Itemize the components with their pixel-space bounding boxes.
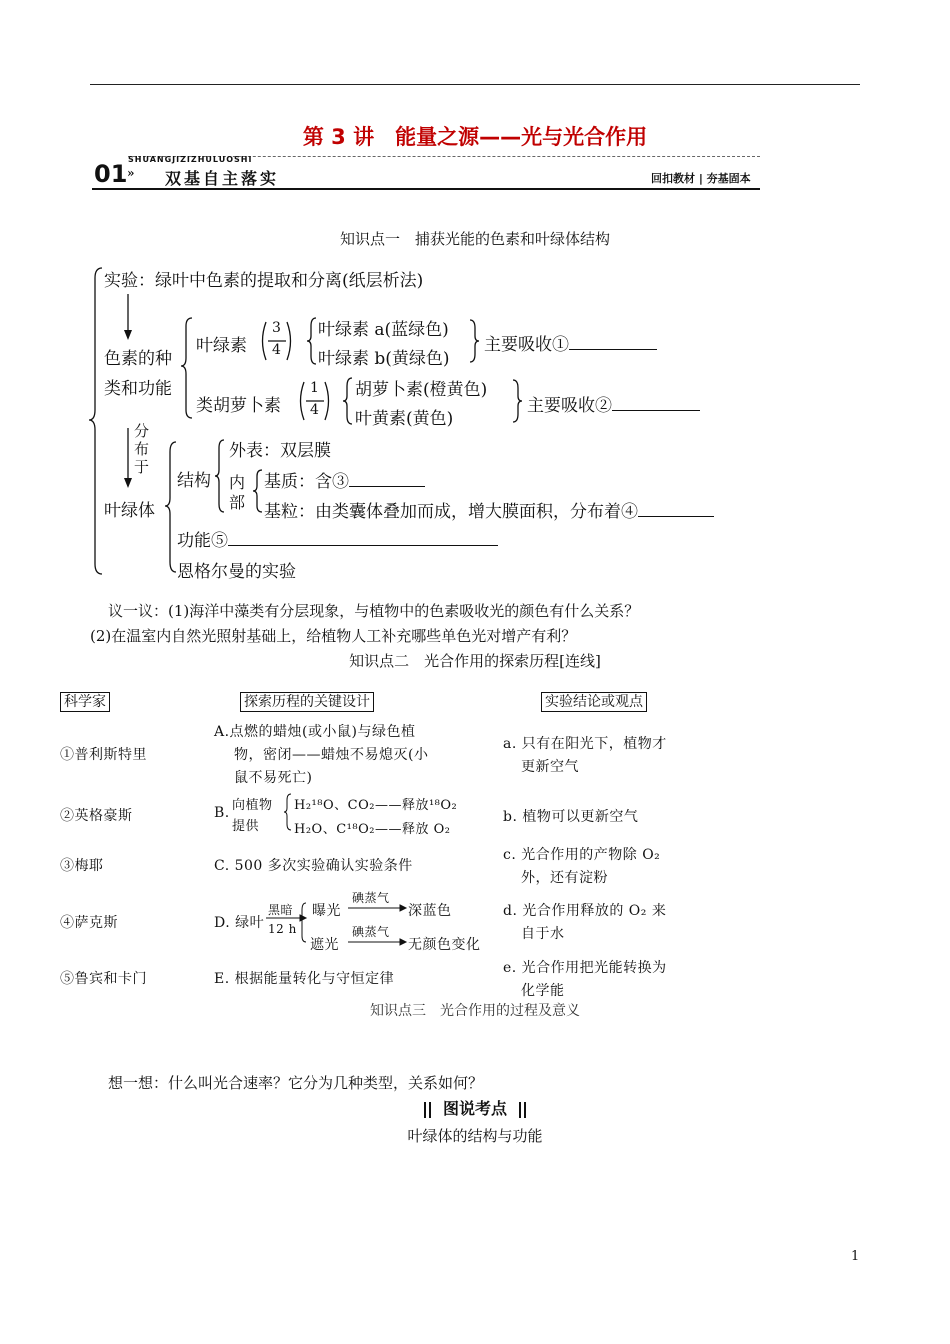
chlorophyll-b: 叶绿素 b(黄绿色) [318,349,450,369]
design-d-iodine-2: 碘蒸气 [352,925,390,939]
distributed-char-3: 于 [134,458,150,476]
header-design: 探索历程的关键设计 [240,692,374,712]
experiment-label: 实验：绿叶中色素的提取和分离(纸层析法) [104,271,424,291]
design-b-provide-2: 提供 [232,819,260,834]
design-d-shade: 遮光 [310,937,339,953]
banner-title: 双基自主落实 [165,169,280,188]
figure-section-title: 图说考点 [442,1099,507,1118]
conclusion-a-line1: a. 只有在阳光下，植物才 [503,736,667,752]
scientist-5: ⑤鲁宾和卡门 [60,971,147,987]
design-a-line3: 鼠不易死亡) [234,770,313,786]
design-d-expose: 曝光 [312,903,341,919]
design-d-time: 12 h [268,922,297,936]
discuss-q1: 议一议：(1)海洋中藻类有分层现象，与植物中的色素吸收光的颜色有什么关系？ [108,602,640,620]
distributed-char-2: 布 [134,440,150,458]
conclusion-d-line1: d. 光合作用释放的 O₂ 来 [503,903,667,919]
figure-caption: 叶绿体的结构与功能 [407,1127,543,1145]
design-e: E. 根据能量转化与守恒定律 [214,971,395,987]
figure-section-bar-left [424,1102,431,1118]
header-conclusion: 实验结论或观点 [541,692,647,712]
carotenoid-label: 类胡萝卜素 [196,396,281,416]
outer-membrane: 外表：双层膜 [229,441,331,461]
chlorophyll-a: 叶绿素 a(蓝绿色) [318,320,449,340]
design-b-label: B. [214,805,230,821]
scientist-2: ②英格豪斯 [60,808,133,824]
conclusion-a-line2: 更新空气 [521,759,579,775]
engelmann-experiment: 恩格尔曼的实验 [177,562,296,582]
chlorophyll-fraction-denominator: 4 [272,342,281,358]
absorb-label-2: 主要吸收② [527,396,612,416]
chevron-icon: » [127,166,135,180]
scientist-1: ①普利斯特里 [60,747,147,763]
page-title: 第 3 讲 能量之源——光与光合作用 [302,125,648,149]
think-question: 想一想：什么叫光合速率？它分为几种类型，关系如何？ [108,1074,484,1092]
chlorophyll-fraction-numerator: 3 [272,320,281,336]
design-d-label: D. 绿叶 [214,915,265,931]
section-heading-k3: 知识点三 光合作用的过程及意义 [370,1003,580,1019]
banner-pinyin: SHUANGJIZIZHULUOSHI [128,155,253,164]
carotenoid-fraction-numerator: 1 [310,380,319,396]
conclusion-b: b. 植物可以更新空气 [503,809,639,825]
carotene: 胡萝卜素(橙黄色) [355,380,488,400]
grana-label: 基粒：由类囊体叠加而成，增大膜面积，分布着④ [264,502,638,522]
conclusion-e-line1: e. 光合作用把光能转换为 [503,960,667,976]
discuss-q2: (2)在温室内自然光照射基础上，给植物人工补充哪些单色光对增产有利？ [90,627,577,645]
scientist-3: ③梅耶 [60,858,104,874]
stroma-label: 基质：含③ [264,472,349,492]
conclusion-e-line2: 化学能 [521,983,565,999]
conclusion-d-line2: 自于水 [521,926,565,942]
section-heading-k1: 知识点一 捕获光能的色素和叶绿体结构 [339,230,610,248]
conclusion-c-line1: c. 光合作用的产物除 O₂ [503,847,661,863]
conclusion-c-line2: 外，还有淀粉 [521,870,608,886]
pigments-label-line2: 类和功能 [104,379,172,399]
design-d-dark: 黑暗 [268,903,294,917]
scientist-4: ④萨克斯 [60,915,118,931]
xanthophyll: 叶黄素(黄色) [355,409,454,429]
chloroplast-label: 叶绿体 [104,501,155,521]
distributed-char-1: 分 [134,422,150,440]
design-b-line2: H₂O、C¹⁸O₂——释放 O₂ [294,822,451,837]
banner-subtitle: 回扣教材 | 夯基固本 [651,172,751,185]
inner-label-2: 部 [229,493,246,512]
banner-number: 01 [94,160,128,188]
chlorophyll-label: 叶绿素 [196,336,247,356]
function-label: 功能⑤ [177,531,228,551]
design-a-line1: A.点燃的蜡烛(或小鼠)与绿色植 [214,724,416,740]
design-c: C. 500 多次实验确认实验条件 [214,858,413,874]
pigments-label-line1: 色素的种 [104,349,172,369]
page-number: 1 [851,1249,860,1264]
design-b-provide-1: 向植物 [232,798,273,813]
structure-label: 结构 [177,471,211,491]
header-scientist: 科学家 [60,692,110,712]
carotenoid-fraction-denominator: 4 [310,402,319,418]
design-a-line2: 物，密闭——蜡烛不易熄灭(小 [234,747,429,763]
design-d-iodine-1: 碘蒸气 [352,891,390,905]
design-d-result-1: 深蓝色 [408,903,452,919]
design-b-line1: H₂¹⁸O、CO₂——释放¹⁸O₂ [294,798,458,813]
figure-section-bar-right [519,1102,526,1118]
absorb-label-1: 主要吸收① [484,335,569,355]
inner-label-1: 内 [229,473,246,492]
design-d-result-2: 无颜色变化 [408,937,481,953]
section-heading-k2: 知识点二 光合作用的探索历程[连线] [349,652,601,670]
figure-section [0,1096,950,1119]
